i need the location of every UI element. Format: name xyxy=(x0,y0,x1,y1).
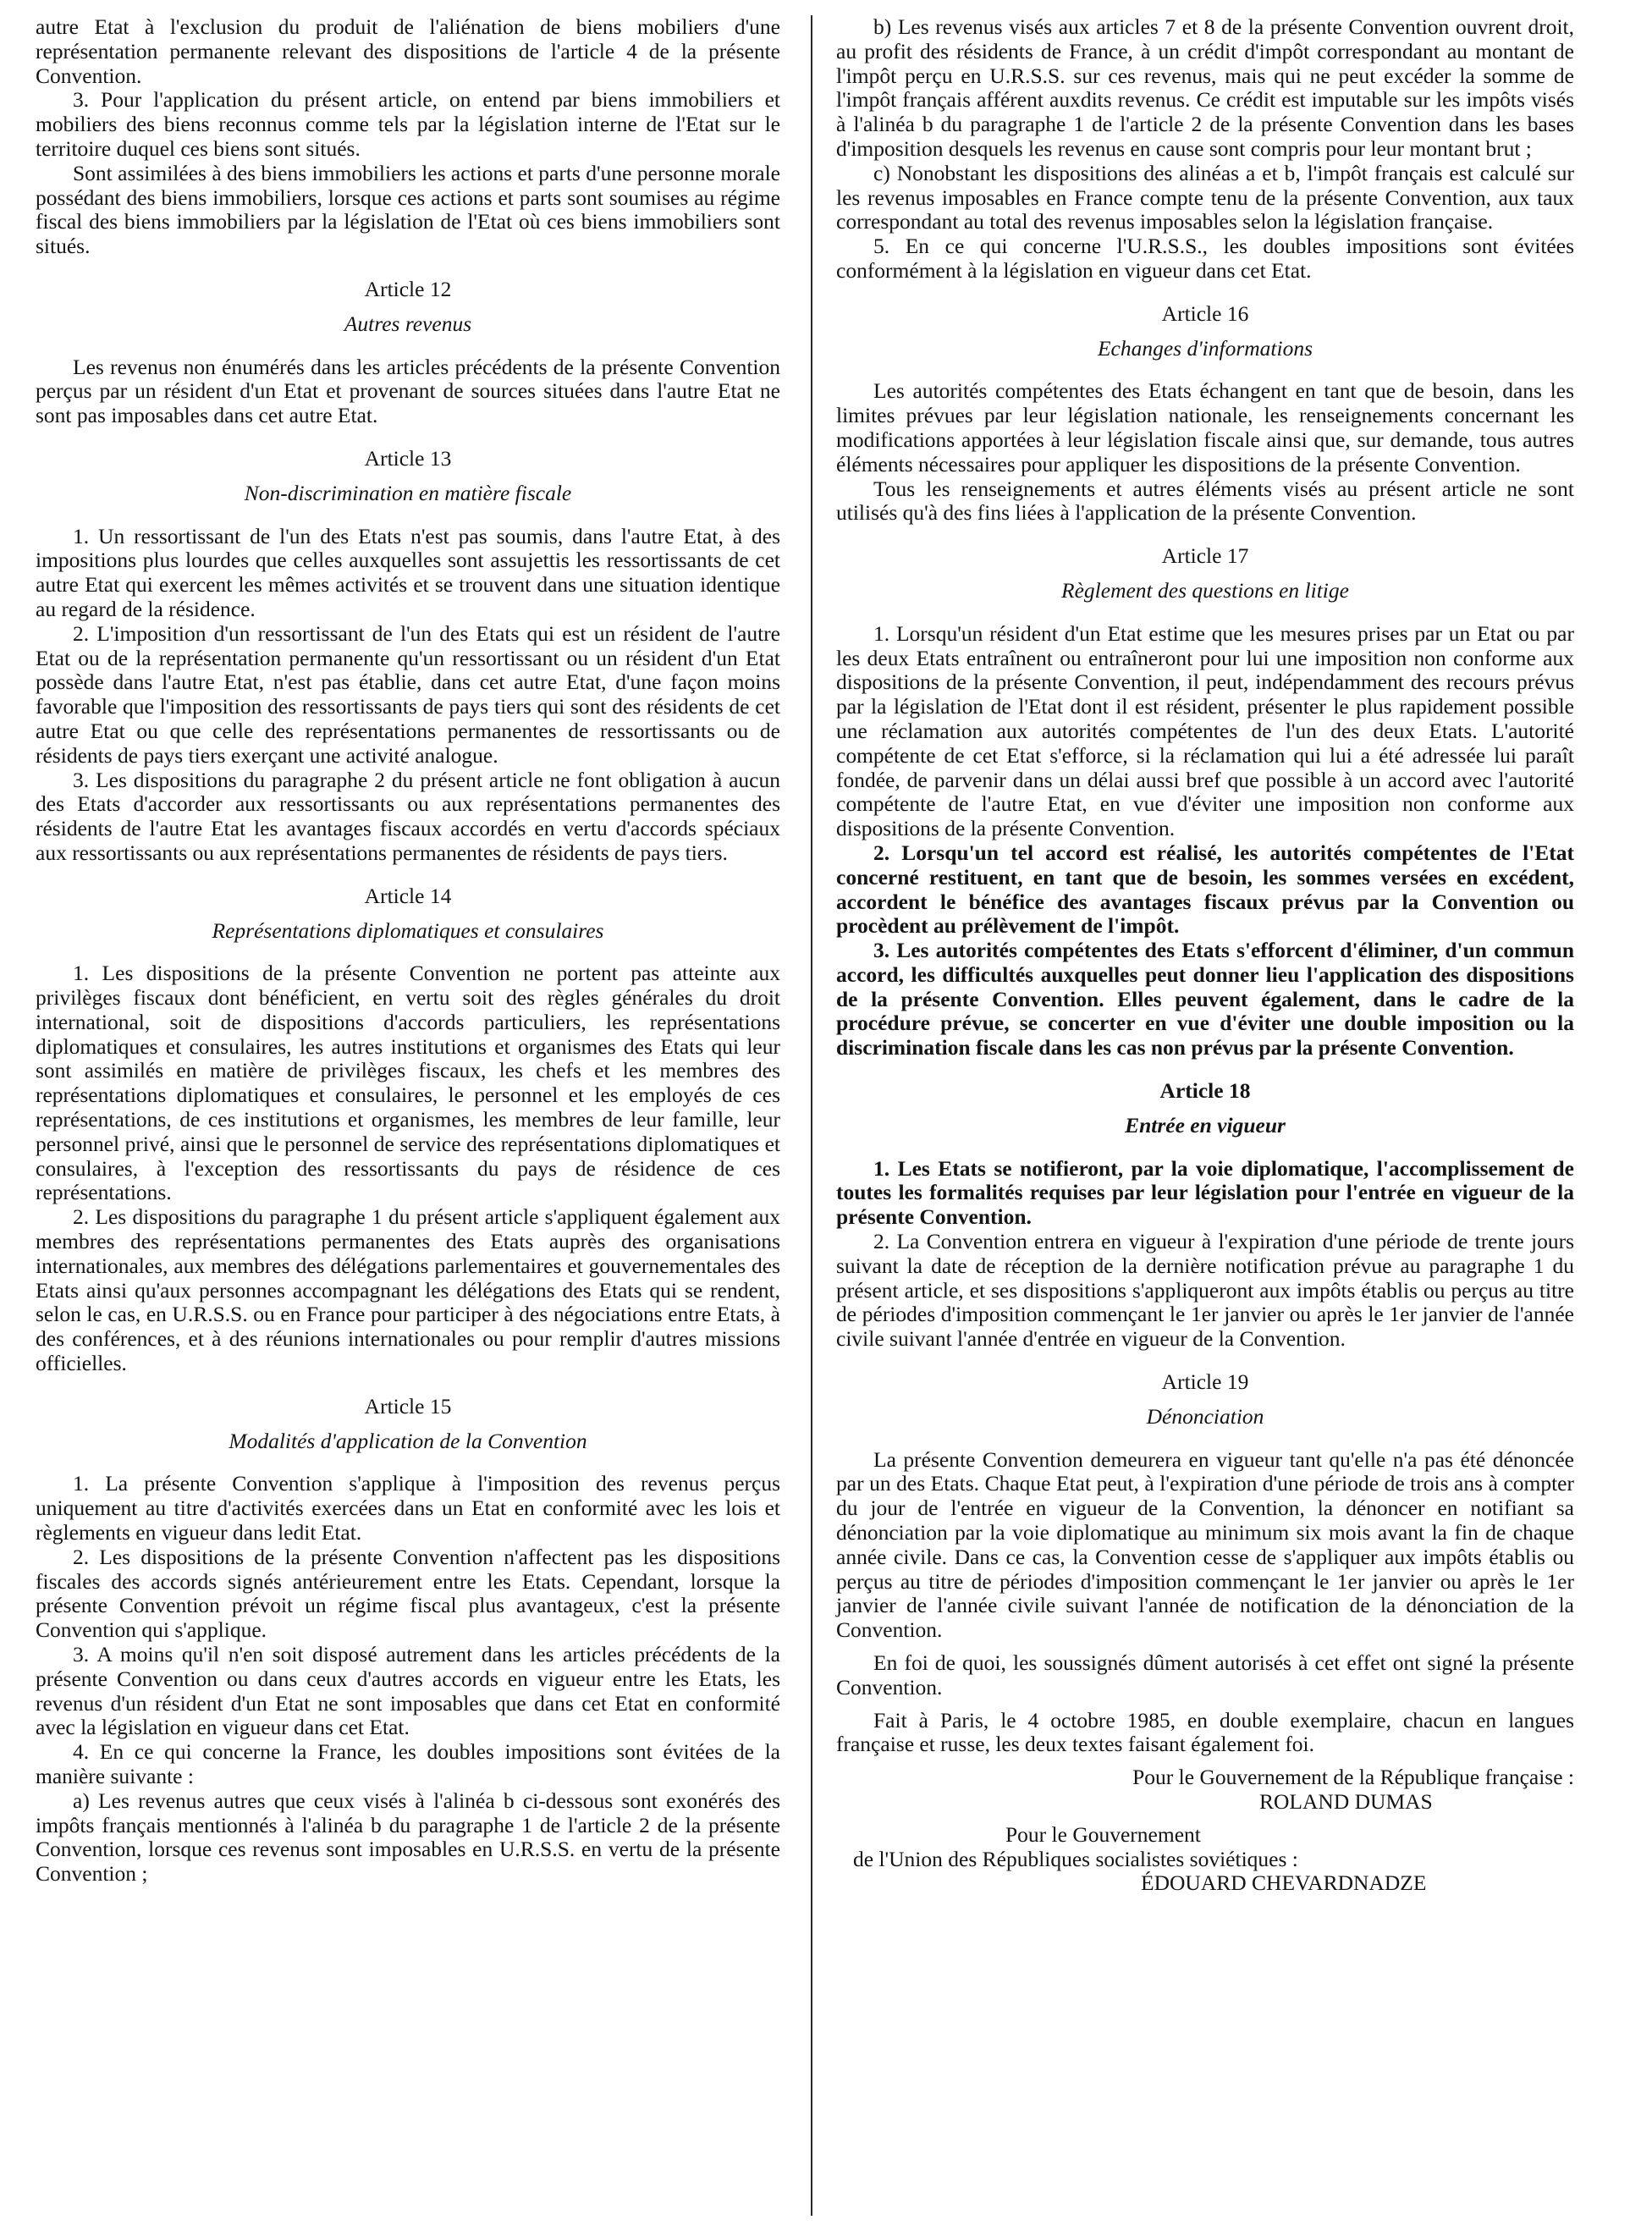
article-18-subtitle: Entrée en vigueur xyxy=(1125,1112,1286,1138)
paragraph-15-4c: c) Nonobstant les dispositions des alinéas a et b, l'impôt français est calculé sur les revenus imposables en France compte tenu de la présente Convention, aux taux correspondant au total des revenus imposables selon la législation française. xyxy=(836,160,1574,234)
article-18-title: Article 18 xyxy=(1159,1078,1251,1104)
article-16-subtitle: Echanges d'informations xyxy=(1097,335,1313,361)
paragraph-intro: autre Etat à l'exclusion du produit de l'aliénation de biens mobiliers d'une représentation permanente relevant des dispositions de l'article 4 de la présente Convention. xyxy=(36,14,780,88)
article-15-title: Article 15 xyxy=(364,1393,452,1418)
left-column xyxy=(36,15,780,1887)
article-12-title: Article 12 xyxy=(364,276,452,301)
article-12-subtitle: Autres revenus xyxy=(344,311,472,336)
paragraph-11-3b: Sont assimilées à des biens immobiliers les actions et parts d'une personne morale possédant des biens immobiliers, lorsque ces actions et parts sont soumises au régime fiscal des biens immobiliers par la législation de l'Etat où ces biens immobiliers sont situés. xyxy=(36,160,780,259)
paragraph-17-1: 1. Lorsqu'un résident d'un Etat estime que les mesures prises par un Etat ou par les deux Etats entraînent ou entraîneront pour lui une imposition non conforme aux dispositions de la présente Convention, il peut, indépendamment des recours prévus par la législation de l'Etat dont il est résident, présenter le plus rapidement possible une réclamation aux autorités compétentes de l'un des deux Etats. L'autorité compétente de cet Etat s'efforce, si la réclamation qui lui a été adressée lui paraît fondée, de parvenir dans un délai aussi bref que possible à un accord avec l'autorité compétente de l'autre Etat, en vue d'éviter une imposition non conforme aux dispositions de la présente Convention. xyxy=(836,620,1574,841)
article-16-title: Article 16 xyxy=(1161,300,1249,326)
paragraph-17-2: 2. Lorsqu'un tel accord est réalisé, les autorités compétentes de l'Etat concerné restituent, en tant que de besoin, les sommes versées en excédent, accordent le bénéfice des avantages fiscaux prévus par la Convention ou procèdent au prélèvement de l'impôt. xyxy=(836,840,1574,939)
paragraph-12: Les revenus non énumérés dans les articles précédents de la présente Convention perçus par un résident d'un Etat et provenant de sources situées dans l'autre Etat ne sont pas imposables dans cet autre Etat. xyxy=(36,354,780,428)
paragraph-11-3: 3. Pour l'application du présent article, on entend par biens immobiliers et mobiliers des biens reconnus comme tels par la législation interne de l'Etat sur le territoire duquel ces biens sont situés. xyxy=(36,87,780,161)
article-17-subtitle: Règlement des questions en litige xyxy=(1061,577,1349,603)
signature-ussr-name: ÉDOUARD CHEVARDNADZE xyxy=(1141,1870,1427,1896)
signature-ussr-line1: Pour le Gouvernement xyxy=(1005,1821,1201,1847)
signature-france-line: Pour le Gouvernement de la République française : xyxy=(1132,1765,1574,1790)
signature-france-name: ROLAND DUMAS xyxy=(1259,1789,1433,1814)
paragraph-in-faith: En foi de quoi, les soussignés dûment autorisés à cet effet ont signé la présente Convention. xyxy=(836,1650,1574,1699)
paragraph-13-3: 3. Les dispositions du paragraphe 2 du présent article ne font obligation à aucun des Etats d'accorder aux ressortissants ou aux représentations permanentes des résidents de l'autre Etat les avantages fiscaux accordés en vertu d'accords spéciaux aux ressortissants ou aux représentations permanentes de résidents de pays tiers. xyxy=(36,767,780,865)
article-19-subtitle: Dénonciation xyxy=(1146,1403,1264,1429)
paragraph-13-1: 1. Un ressortissant de l'un des Etats n'est pas soumis, dans l'autre Etat, à des impositions plus lourdes que celles auxquelles sont assujettis les ressortissants de cet autre Etat qui exercent les mêmes activités et se trouvent dans une situation identique au regard de la résidence. xyxy=(36,523,780,621)
paragraph-16-1: Les autorités compétentes des Etats échangent en tant que de besoin, dans les limites prévues par leur législation nationale, les renseignements concernant les modifications apportées à leur législation fiscale ainsi que, sur demande, tous autres éléments nécessaires pour appliquer les dispositions de la présente Convention. xyxy=(836,378,1574,476)
paragraph-16-2: Tous les renseignements et autres éléments visés au présent article ne sont utilisés qu'à des fins liées à l'application de la présente Convention. xyxy=(836,476,1574,526)
paragraph-19-1: La présente Convention demeurera en vigueur tant qu'elle n'a pas été dénoncée par un des Etats. Chaque Etat peut, à l'expiration d'une période de trois ans à compter du jour de l'entrée en vigueur de la Convention, la dénoncer en notifiant sa dénonciation par la voie diplomatique au minimum six mois avant la fin de chaque année civile. Dans ce cas, la Convention cesse de s'appliquer aux impôts établis ou perçus au titre de périodes d'imposition commençant le 1er janvier ou après le 1er janvier de l'année civile suivant l'année de notification de la dénonciation de la Convention. xyxy=(836,1446,1574,1643)
right-column xyxy=(836,15,1574,1896)
paragraph-15-3: 3. A moins qu'il n'en soit disposé autrement dans les articles précédents de la présente Convention ou dans ceux d'autres accords en vigueur entre les Etats, les revenus d'un résident d'un Etat ne sont imposables que dans cet Etat en conformité avec la législation en vigueur dans cet Etat. xyxy=(36,1642,780,1740)
paragraph-15-4: 4. En ce qui concerne la France, les doubles impositions sont évitées de la manière suivante : xyxy=(36,1739,780,1788)
article-13-title: Article 13 xyxy=(364,445,452,471)
signature-ussr-line2: de l'Union des Républiques socialistes soviétiques : xyxy=(853,1846,1298,1871)
article-19-title: Article 19 xyxy=(1161,1369,1249,1395)
paragraph-17-3: 3. Les autorités compétentes des Etats s'efforcent d'éliminer, d'un commun accord, les difficultés auxquelles peut donner lieu l'application des dispositions de la présente Convention. Elles peuvent également, dans le cadre de la procédure prévue, se concerter en vue d'éviter une double imposition ou la discrimination fiscale dans les cas non prévus par la présente Convention. xyxy=(836,938,1574,1060)
article-13-subtitle: Non-discrimination en matière fiscale xyxy=(244,480,572,505)
paragraph-15-4a: a) Les revenus autres que ceux visés à l'alinéa b ci-dessous sont exonérés des impôts français mentionnés à l'alinéa b du paragraphe 1 de l'article 2 de la présente Convention, lorsque ces revenus sont imposables en U.R.S.S. en vertu de la présente Convention ; xyxy=(36,1788,780,1887)
column-divider xyxy=(811,15,812,2216)
paragraph-13-2: 2. L'imposition d'un ressortissant de l'un des Etats qui est un résident de l'autre Etat ou de la représentation permanente qu'un ressortissant ou un résident d'un Etat possède dans l'autre Etat, n'est pas établie, dans cet autre Etat, d'une façon moins favorable que l'imposition des ressortissants de pays tiers qui sont des résidents de cet autre Etat ou que celle des représentations permanentes de ressortissants ou de résidents de pays tiers exerçant une activité analogue. xyxy=(36,620,780,768)
article-14-subtitle: Représentations diplomatiques et consulaires xyxy=(212,917,604,943)
paragraph-15-2: 2. Les dispositions de la présente Convention n'affectent pas les dispositions fiscales des accords signés antérieurement entre les Etats. Cependant, lorsque la présente Convention prévoit un régime fiscal plus avantageux, c'est la présente Convention qui s'applique. xyxy=(36,1544,780,1643)
paragraph-14-2: 2. Les dispositions du paragraphe 1 du présent article s'appliquent également aux membres des représentations permanentes des Etats auprès des organisations internationales, aux membres des délégations parlementaires et gouvernementales des Etats ainsi qu'aux personnes accompagnant les délégations des Etats qui se rendent, selon le cas, en U.R.S.S. ou en France pour participer à des négociations entre Etats, à des conférences, et à des réunions internationales ou pour remplir d'autres missions officielles. xyxy=(36,1204,780,1376)
paragraph-18-1: 1. Les Etats se notifieront, par la voie diplomatique, l'accomplissement de toutes les formalités requises par leur législation pour l'entrée en vigueur de la présente Convention. xyxy=(836,1155,1574,1230)
paragraph-18-2: 2. La Convention entrera en vigueur à l'expiration d'une période de trente jours suivant la date de réception de la dernière notification prévue au paragraphe 1 du présent article, et ses dispositions s'appliqueront aux impôts établis ou perçus au titre de périodes d'imposition commençant le 1er janvier ou après le 1er janvier de l'année civile suivant l'année d'entrée en vigueur de la Convention. xyxy=(836,1229,1574,1352)
paragraph-done-at: Fait à Paris, le 4 octobre 1985, en double exemplaire, chacun en langues française et russe, les deux textes faisant également foi. xyxy=(836,1707,1574,1757)
article-14-title: Article 14 xyxy=(364,883,452,908)
paragraph-15-5: 5. En ce qui concerne l'U.R.S.S., les doubles impositions sont évitées conformément à la législation en vigueur dans cet Etat. xyxy=(836,234,1574,283)
article-17-title: Article 17 xyxy=(1161,543,1249,569)
paragraph-14-1: 1. Les dispositions de la présente Convention ne portent pas atteinte aux privilèges fiscaux dont bénéficient, en vertu soit des règles générales du droit international, soit de dispositions d'accords particuliers, les représentations diplomatiques et consulaires, les autres institutions et organismes des Etats qui leur sont assimilés en matière de privilèges fiscaux, les chefs et les membres des représentations diplomatiques et consulaires, le personnel et les employés de ces représentations, de ces institutions et organismes, les membres de leur famille, leur personnel privé, ainsi que le personnel de service des représentations diplomatiques et consulaires, à l'exception des ressortissants du pays de résidence de ces représentations. xyxy=(36,961,780,1205)
article-15-subtitle: Modalités d'application de la Convention xyxy=(229,1428,587,1453)
paragraph-15-4b: b) Les revenus visés aux articles 7 et 8 de la présente Convention ouvrent droit, au profit des résidents de France, à un crédit d'impôt correspondant au montant de l'impôt perçu en U.R.S.S. sur ces revenus, mais qui ne peut excéder la somme de l'impôt français afférent auxdits revenus. Ce crédit est imputable sur les impôts visés à l'alinéa b du paragraphe 1 de l'article 2 de la présente Convention dans les bases d'imposition desquels les revenus en cause sont compris pour leur montant brut ; xyxy=(836,14,1574,161)
paragraph-15-1: 1. La présente Convention s'applique à l'imposition des revenus perçus uniquement au titre d'activités exercées dans un Etat en conformité avec les lois et règlements en vigueur dans ledit Etat. xyxy=(36,1471,780,1545)
